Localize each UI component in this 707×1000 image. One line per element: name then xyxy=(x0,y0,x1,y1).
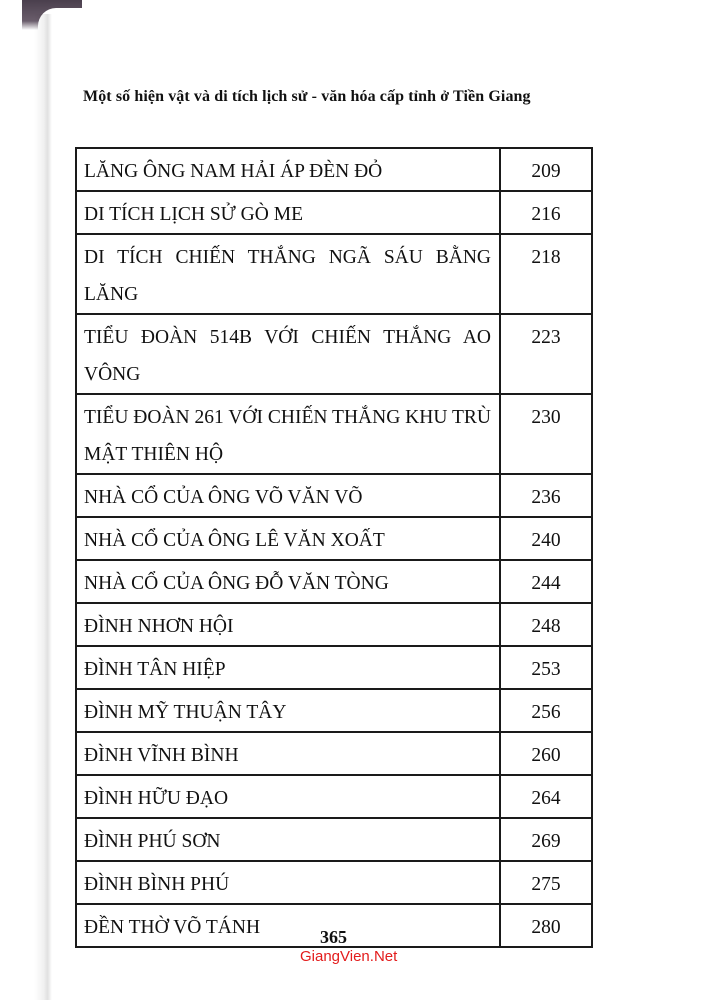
running-header: Một số hiện vật và di tích lịch sử - văn hóa cấp tỉnh ở Tiền Giang xyxy=(83,88,531,105)
toc-title: ĐÌNH VĨNH BÌNH xyxy=(84,745,239,766)
toc-row xyxy=(76,394,592,474)
watermark-link[interactable]: GiangVien.Net xyxy=(300,948,398,965)
toc-page-cell: 264 xyxy=(500,775,592,818)
toc-page-cell: 216 xyxy=(500,191,592,234)
toc-title: NHÀ CỔ CỦA ÔNG ĐỖ VĂN TÒNG xyxy=(84,573,389,594)
toc-page-cell: 223 xyxy=(500,314,592,394)
toc-title: ĐÌNH TÂN HIỆP xyxy=(84,659,226,680)
toc-page-cell: 218 xyxy=(500,234,592,314)
toc-title-cell xyxy=(76,474,500,517)
toc-row xyxy=(76,560,592,603)
toc-title: ĐÌNH MỸ THUẬN TÂY xyxy=(84,702,287,723)
toc-title: ĐỀN THỜ VÕ TÁNH xyxy=(84,917,261,938)
toc-title-cell xyxy=(76,148,500,191)
toc-row xyxy=(76,732,592,775)
toc-row xyxy=(76,474,592,517)
toc-row xyxy=(76,861,592,904)
toc-title-cell xyxy=(76,904,500,947)
toc-page-cell: 269 xyxy=(500,818,592,861)
toc-row xyxy=(76,775,592,818)
page-number: 365 xyxy=(320,927,347,947)
toc-title: ĐÌNH NHƠN HỘI xyxy=(84,616,234,637)
toc-row xyxy=(76,603,592,646)
toc-page-cell: 253 xyxy=(500,646,592,689)
toc-title: DI TÍCH CHIẾN THẮNG NGÃ SÁU BẰNG LĂNG xyxy=(84,247,491,305)
toc-page-cell: 230 xyxy=(500,394,592,474)
toc-page-cell: 256 xyxy=(500,689,592,732)
toc-title-cell xyxy=(76,861,500,904)
toc-title: LĂNG ÔNG NAM HẢI ÁP ĐÈN ĐỎ xyxy=(84,161,383,182)
toc-title-cell xyxy=(76,689,500,732)
toc-title-cell xyxy=(76,191,500,234)
toc-title: ĐÌNH PHÚ SƠN xyxy=(84,831,221,852)
toc-body xyxy=(76,148,592,947)
toc-title-cell xyxy=(76,775,500,818)
toc-title-cell xyxy=(76,394,500,474)
toc-row xyxy=(76,148,592,191)
toc-title-cell xyxy=(76,646,500,689)
toc-title: NHÀ CỔ CỦA ÔNG LÊ VĂN XOẤT xyxy=(84,530,385,551)
toc-row xyxy=(76,314,592,394)
book-binding-shadow xyxy=(22,0,82,30)
toc-page-cell: 275 xyxy=(500,861,592,904)
toc-row xyxy=(76,689,592,732)
toc-title-cell xyxy=(76,314,500,394)
toc-title-cell xyxy=(76,818,500,861)
toc-title-cell xyxy=(76,560,500,603)
toc-page-cell: 236 xyxy=(500,474,592,517)
toc-page-cell: 280 xyxy=(500,904,592,947)
toc-row xyxy=(76,191,592,234)
toc-title: NHÀ CỔ CỦA ÔNG VÕ VĂN VÕ xyxy=(84,487,363,508)
toc-row xyxy=(76,646,592,689)
toc-title-cell xyxy=(76,732,500,775)
toc-title-cell xyxy=(76,603,500,646)
toc-title: TIỂU ĐOÀN 514B VỚI CHIẾN THẮNG AO VÔNG xyxy=(84,327,491,385)
toc-row xyxy=(76,818,592,861)
toc-row xyxy=(76,517,592,560)
page-edge-shadow xyxy=(34,14,52,1000)
toc-title: ĐÌNH HỮU ĐẠO xyxy=(84,788,229,809)
toc-title-cell xyxy=(76,517,500,560)
toc-page-cell: 244 xyxy=(500,560,592,603)
table-of-contents xyxy=(75,147,593,948)
toc-page-cell: 260 xyxy=(500,732,592,775)
toc-page-cell: 240 xyxy=(500,517,592,560)
toc-page-cell: 209 xyxy=(500,148,592,191)
toc-title: DI TÍCH LỊCH SỬ GÒ ME xyxy=(84,204,303,225)
toc-page-cell: 248 xyxy=(500,603,592,646)
toc-title: TIỂU ĐOÀN 261 VỚI CHIẾN THẮNG KHU TRÙ MẬT THIÊN HỘ xyxy=(84,407,491,465)
toc-title: ĐÌNH BÌNH PHÚ xyxy=(84,874,230,895)
toc-title-cell xyxy=(76,234,500,314)
toc-row xyxy=(76,234,592,314)
